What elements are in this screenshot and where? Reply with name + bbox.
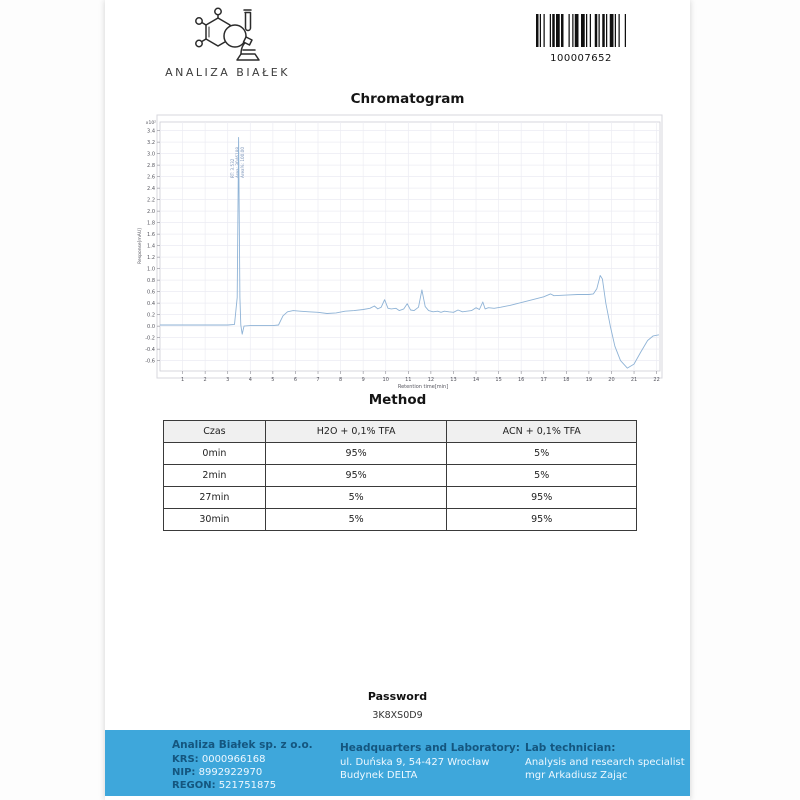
svg-text:-0.2: -0.2 — [145, 335, 155, 342]
svg-text:0.8: 0.8 — [147, 277, 155, 284]
technician-title: Lab technician: — [525, 742, 616, 754]
cell-acn: 5% — [447, 443, 637, 465]
table-row — [164, 509, 637, 531]
regon-label: REGON: — [172, 780, 216, 792]
krs-value: 0000966168 — [201, 753, 266, 765]
headquarters-title: Headquarters and Laboratory: — [340, 742, 520, 754]
cell-time: 0min — [164, 443, 266, 465]
table-row — [164, 487, 637, 509]
col-header-czas: Czas — [164, 421, 266, 443]
regon-value: 521751875 — [218, 780, 277, 792]
cell-h2o: 95% — [265, 465, 447, 487]
svg-text:7: 7 — [316, 377, 320, 383]
lab-logo-icon — [185, 6, 271, 64]
svg-text:2.0: 2.0 — [147, 208, 155, 215]
svg-text:3: 3 — [226, 377, 230, 383]
password-label: Password — [367, 690, 428, 703]
krs-label: KRS: — [172, 753, 199, 765]
footer-company-block — [172, 739, 313, 792]
svg-text:2.6: 2.6 — [147, 174, 155, 181]
svg-text:3.0: 3.0 — [147, 151, 155, 158]
headquarters-address1: ul. Duńska 9, 54-427 Wrocław — [340, 756, 490, 768]
password-value: 3K8XS0D9 — [372, 710, 423, 721]
nip-label: NIP: — [172, 767, 196, 779]
svg-text:13: 13 — [450, 377, 457, 383]
cell-time: 27min — [164, 487, 266, 509]
svg-text:11: 11 — [405, 377, 412, 383]
barcode-number: 100007652 — [550, 53, 612, 64]
company-logo — [165, 6, 290, 79]
svg-text:Area: 3046188: Area: 3046188 — [235, 146, 241, 178]
technician-line1: Analysis and research specialist — [525, 756, 685, 768]
method-table — [163, 420, 637, 531]
svg-text:22: 22 — [653, 377, 660, 383]
report-page — [105, 0, 690, 800]
svg-text:2.2: 2.2 — [147, 197, 155, 204]
svg-text:2: 2 — [203, 377, 207, 383]
svg-text:2.4: 2.4 — [147, 185, 155, 192]
method-title: Method — [368, 392, 427, 408]
svg-text:14: 14 — [472, 377, 480, 383]
svg-text:16: 16 — [517, 377, 525, 383]
table-row — [164, 443, 637, 465]
svg-text:0.0: 0.0 — [147, 323, 155, 330]
cell-h2o: 5% — [265, 487, 447, 509]
company-nip — [172, 766, 313, 779]
svg-text:1: 1 — [180, 377, 185, 383]
svg-text:0.6: 0.6 — [147, 289, 155, 296]
svg-text:15: 15 — [495, 377, 502, 383]
barcode-bars — [536, 14, 626, 47]
svg-text:4: 4 — [248, 377, 252, 383]
table-row — [164, 465, 637, 487]
company-regon — [172, 779, 313, 792]
svg-text:18: 18 — [563, 377, 570, 383]
chromatogram-title: Chromatogram — [350, 91, 465, 107]
cell-time: 2min — [164, 465, 266, 487]
cell-h2o: 5% — [265, 509, 447, 531]
svg-text:17: 17 — [540, 377, 547, 383]
svg-text:10: 10 — [382, 377, 389, 383]
svg-text:1.2: 1.2 — [147, 254, 155, 261]
svg-text:Response[mAU]: Response[mAU] — [138, 228, 143, 264]
footer-headquarters-block — [340, 742, 520, 782]
svg-text:1.8: 1.8 — [147, 220, 155, 227]
chromatogram-chart — [105, 110, 690, 392]
footer-technician-block — [525, 742, 685, 782]
brand-name: ANALIZA BIAŁEK — [165, 66, 290, 79]
headquarters-address2: Budynek DELTA — [340, 770, 418, 782]
svg-text:RT: 3.532: RT: 3.532 — [230, 158, 236, 178]
table-header-row — [164, 421, 637, 443]
svg-text:1.4: 1.4 — [147, 243, 155, 250]
footer — [105, 730, 690, 796]
svg-text:21: 21 — [630, 377, 638, 383]
svg-text:5: 5 — [271, 377, 275, 383]
technician-line2: mgr Arkadiusz Zając — [525, 770, 628, 782]
nip-value: 8992922970 — [198, 767, 263, 779]
cell-acn: 5% — [447, 465, 637, 487]
svg-text:1.0: 1.0 — [147, 266, 155, 273]
svg-text:Area%: 100.00: Area%: 100.00 — [240, 146, 246, 178]
svg-text:Retention time[min]: Retention time[min] — [397, 384, 449, 390]
svg-text:1.6: 1.6 — [147, 231, 155, 238]
svg-text:0.2: 0.2 — [147, 312, 155, 319]
svg-text:8: 8 — [338, 377, 343, 383]
svg-text:2.8: 2.8 — [147, 162, 155, 169]
cell-acn: 95% — [447, 509, 637, 531]
svg-text:20: 20 — [608, 377, 615, 383]
col-header-h2o: H2O + 0,1% TFA — [265, 421, 447, 443]
svg-text:-0.4: -0.4 — [145, 346, 155, 353]
company-krs — [172, 753, 313, 766]
cell-acn: 95% — [447, 487, 637, 509]
cell-h2o: 95% — [265, 443, 447, 465]
svg-text:0.4: 0.4 — [147, 300, 155, 307]
password-section — [105, 690, 690, 721]
col-header-acn: ACN + 0,1% TFA — [447, 421, 637, 443]
svg-text:12: 12 — [427, 377, 435, 383]
svg-text:3.2: 3.2 — [147, 139, 155, 146]
svg-text:9: 9 — [361, 377, 365, 383]
cell-time: 30min — [164, 509, 266, 531]
chromatogram-svg — [105, 110, 690, 392]
svg-text:3.4: 3.4 — [147, 128, 155, 135]
svg-text:19: 19 — [585, 377, 593, 383]
svg-text:-0.6: -0.6 — [145, 358, 155, 365]
svg-text:6: 6 — [293, 377, 298, 383]
company-name: Analiza Białek sp. z o.o. — [172, 739, 313, 751]
barcode — [533, 14, 629, 64]
svg-text:x10²: x10² — [145, 121, 156, 126]
